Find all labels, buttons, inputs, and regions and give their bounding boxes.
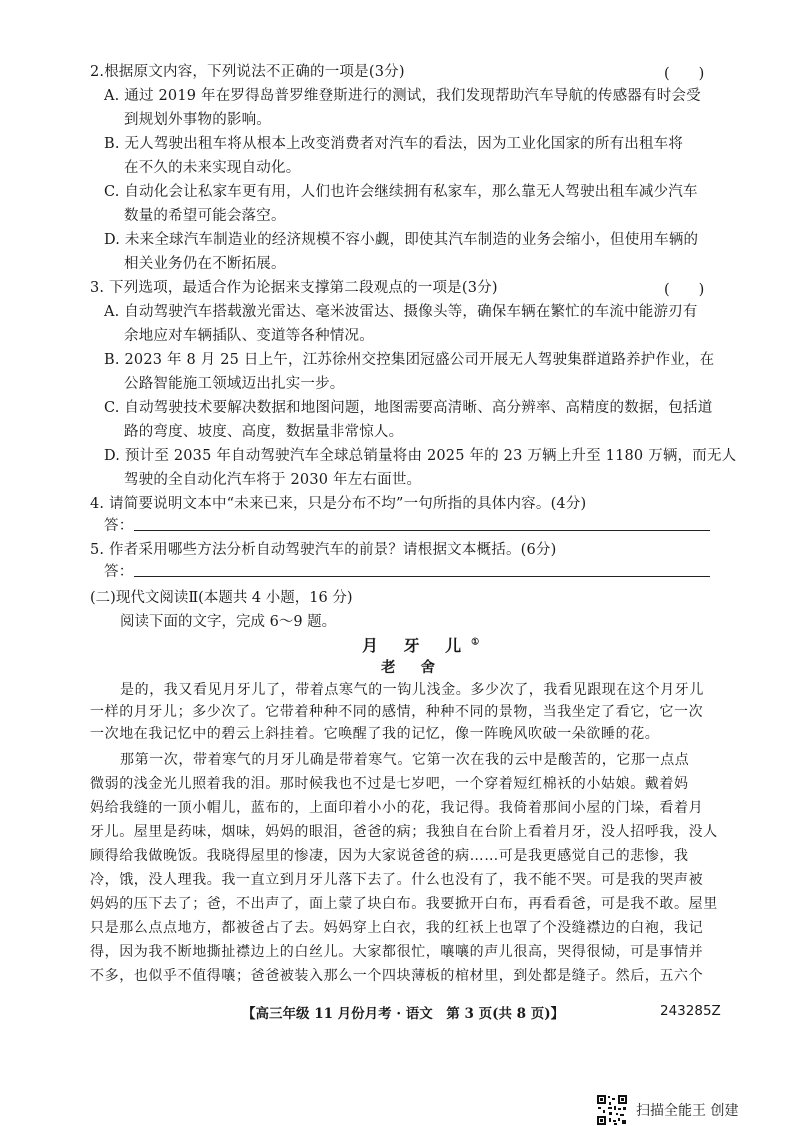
q3-option-d: D. 预计至 2035 年自动驾驶汽车全球总销量将由 2025 年的 23 万辆上升至 1180 万辆，而无人 <box>104 448 737 464</box>
section-heading: (二)现代文阅读Ⅱ(本题共 4 小题，16 分) <box>90 590 353 606</box>
q3-option-b: B. 2023 年 8 月 25 日上午，江苏徐州交控集团冠盛公司开展无人驾驶集群道路养护作业，在 <box>104 352 715 368</box>
story-line: 不多，也似乎不值得嚷；爸爸被装入那么一个四块薄板的棺材里，到处都是缝子。然后，五六个 <box>90 968 704 984</box>
footnote-mark: ① <box>471 637 480 648</box>
story-line: 得，因为我不断地撕扯襟边上的白丝儿。大家都很忙，嚷嚷的声儿很高，哭得很恸，可是事情并 <box>90 944 704 960</box>
q4-answer-label: 答： <box>104 518 134 534</box>
q3-option-b-cont: 公路智能施工领域迈出扎实一步。 <box>124 376 345 392</box>
story-line: 微弱的浅金光儿照着我的泪。那时候我也不过是七岁吧，一个穿着短红棉袄的小姑娘。戴着妈 <box>90 776 689 792</box>
story-line: 一样的月牙儿；多少次了。它带着种种不同的感情，种种不同的景物，当我坐定了看它，它一次 <box>90 704 704 720</box>
q3-option-a-cont: 余地应对车辆插队、变道等各种情况。 <box>124 328 374 344</box>
q2-option-a-cont: 到规划外事物的影响。 <box>124 112 271 128</box>
story-line: 牙儿。屋里是药味，烟味，妈妈的眼泪，爸爸的病；我独自在台阶上看着月牙，没人招呼我，没人 <box>90 824 718 840</box>
q2-answer-paren: ( ) <box>664 66 705 82</box>
scanner-watermark: 扫描全能王 创建 <box>636 1103 739 1119</box>
story-line: 那第一次，带着寒气的月牙儿确是带着寒气。它第一次在我的云中是酸苦的，它那一点点 <box>120 752 690 768</box>
q5-answer-label: 答： <box>104 564 134 580</box>
section-instruction: 阅读下面的文字，完成 6～9 题。 <box>120 614 337 630</box>
q4-answer-line[interactable] <box>134 530 710 531</box>
q2-option-b-cont: 在不久的未来实现自动化。 <box>124 160 301 176</box>
page-footer: 【高三年级 11 月份月考 · 语文 第 3 页(共 8 页)】 <box>242 1006 565 1022</box>
story-line: 顾得给我做晚饭。我晓得屋里的惨凄，因为大家说爸爸的病……可是我更感觉自己的悲惨，我 <box>90 848 689 864</box>
q2-option-a: A. 通过 2019 年在罗得岛普罗维登斯进行的测试，我们发现帮助汽车导航的传感器有时会受 <box>104 88 701 104</box>
story-line: 只是那么点点地方，都被爸占了去。妈妈穿上白衣，我的红袄上也罩了个没缝襟边的白袍，我记 <box>90 920 704 936</box>
qr-code-icon <box>596 1094 628 1126</box>
q3-option-c: C. 自动驾驶技术要解决数据和地图问题，地图需要高清晰、高分辨率、高精度的数据，包括道 <box>104 400 713 416</box>
q2-option-c-cont: 数量的希望可能会落空。 <box>124 208 286 224</box>
story-line: 妈妈的压下去了；爸，不出声了，面上蒙了块白布。我要掀开白布，再看看爸，可是我不敢。屋里 <box>90 896 718 912</box>
q3-answer-paren: ( ) <box>664 282 705 298</box>
story-line: 一次地在我记忆中的碧云上斜挂着。它唤醒了我的记忆，像一阵晚风吹破一朵欲睡的花。 <box>90 726 660 742</box>
q2-option-c: C. 自动化会让私家车更有用，人们也许会继续拥有私家车，那么靠无人驾驶出租车减少汽车 <box>104 184 698 200</box>
story-author: 老 舍 <box>381 659 446 676</box>
q5-stem: 5. 作者采用哪些方法分析自动驾驶汽车的前景？请根据文本概括。(6分) <box>90 542 557 558</box>
q5-answer-line[interactable] <box>134 576 710 577</box>
q3-stem: 3. 下列选项，最适合作为论据来支撑第二段观点的一项是(3分) <box>90 280 498 296</box>
q2-option-d-cont: 相关业务仍在不断拓展。 <box>124 256 286 272</box>
q3-option-d-cont: 驾驶的全自动化汽车将于 2030 年左右面世。 <box>124 472 422 488</box>
q2-stem: 2.根据原文内容，下列说法不正确的一项是(3分) <box>90 64 405 80</box>
story-title: 月 牙 儿① <box>362 636 480 655</box>
exam-code: 243285Z <box>660 1003 721 1019</box>
q4-stem: 4. 请简要说明文本中“未来已来，只是分布不均”一句所指的具体内容。(4分) <box>90 496 587 512</box>
q2-option-b: B. 无人驾驶出租车将从根本上改变消费者对汽车的看法，因为工业化国家的所有出租车将 <box>104 136 684 152</box>
story-line: 妈给我缝的一顶小帽儿，蓝布的，上面印着小小的花，我记得。我倚着那间小屋的门垛，看着月 <box>90 800 704 816</box>
story-line: 冷，饿，没人理我。我一直立到月牙儿落下去了。什么也没有了，我不能不哭。可是我的哭声被 <box>90 872 704 888</box>
q3-option-c-cont: 路的弯度、坡度、高度，数据量非常惊人。 <box>124 424 404 440</box>
q3-option-a: A. 自动驾驶汽车搭载激光雷达、毫米波雷达、摄像头等，确保车辆在繁忙的车流中能游刃有 <box>104 304 698 320</box>
q2-option-d: D. 未来全球汽车制造业的经济规模不容小觑，即使其汽车制造的业务会缩小，但使用车辆的 <box>104 232 699 248</box>
story-line: 是的，我又看见月牙儿了，带着点寒气的一钩儿浅金。多少次了，我看见跟现在这个月牙儿 <box>120 682 704 698</box>
